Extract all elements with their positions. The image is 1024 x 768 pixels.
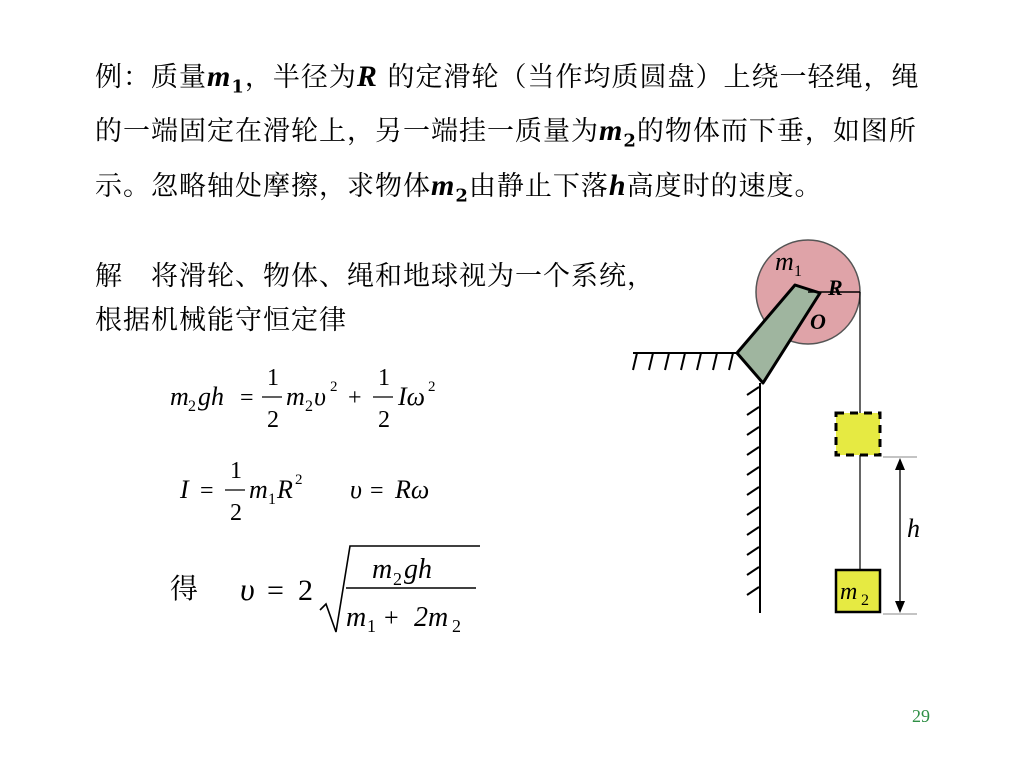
eq3-num-m: m <box>372 554 393 585</box>
equation-inertia <box>175 452 455 532</box>
eq3-den-sub2: 2 <box>452 616 461 636</box>
problem-text: ，半径为 <box>244 62 357 93</box>
height-arrow-up <box>895 458 905 470</box>
block-initial-position <box>836 413 880 455</box>
eq3-den-sub1: 1 <box>367 616 376 636</box>
solution-intro: 解 将滑轮、物体、绳和地球视为一个系统，根据机械能守恒定律 <box>95 261 655 336</box>
problem-text: 高度时的速度。 <box>626 170 823 202</box>
eq1-den1: 2 <box>267 407 279 433</box>
var-m: m <box>207 60 232 93</box>
center-label: O <box>810 309 826 334</box>
eq3-equals: = <box>267 574 284 607</box>
result-label: 得 <box>170 572 199 605</box>
equation-result <box>170 540 490 640</box>
eq2-exp: 2 <box>295 472 303 488</box>
var-h: h <box>608 168 627 202</box>
eq3-den-plus: + <box>384 603 399 632</box>
subscript: 1 <box>231 76 245 98</box>
eq2-R: R <box>277 475 293 504</box>
eq3-den-2m: 2m <box>414 602 449 633</box>
block-label: m <box>840 579 858 605</box>
eq2-den: 2 <box>230 500 242 526</box>
eq1-lhs-gh: gh <box>198 382 224 411</box>
eq1-den2: 2 <box>378 407 390 433</box>
eq2-num: 1 <box>230 458 242 484</box>
eq2-v: υ <box>350 475 362 504</box>
eq3-num-gh: gh <box>404 554 432 585</box>
eq1-term2: Iω <box>398 382 426 411</box>
block-sub: 2 <box>861 592 869 609</box>
pulley-mass-label: m <box>775 247 794 276</box>
problem-text: 的物体而下垂，如图所示。忽略轴处摩擦，求物体 <box>95 116 917 202</box>
eq3-num-sub: 2 <box>393 569 402 589</box>
eq1-lhs-m: m <box>170 382 189 411</box>
eq3-v: υ <box>240 571 255 607</box>
eq1-lhs-sub: 2 <box>188 398 196 415</box>
eq1-term1-v: υ <box>314 382 326 411</box>
eq2-rhs: Rω <box>395 475 430 504</box>
eq3-coef: 2 <box>298 574 313 607</box>
var-m: m <box>431 168 456 202</box>
eq3-den-m1: m <box>346 602 367 633</box>
subscript: 2 <box>455 185 469 207</box>
subscript: 2 <box>623 130 637 152</box>
page-number: 29 <box>912 706 930 726</box>
eq1-plus: + <box>348 385 362 411</box>
pulley-mass-sub: 1 <box>794 263 802 280</box>
eq2-I: I <box>180 475 189 504</box>
eq1-num1: 1 <box>267 365 279 391</box>
height-label: h <box>907 514 920 543</box>
problem-statement <box>95 55 925 218</box>
equation-energy <box>170 355 460 435</box>
radius-label: R <box>828 275 843 300</box>
eq2-sub: 1 <box>268 491 276 508</box>
eq2-equals: = <box>200 478 214 504</box>
eq1-term1-exp: 2 <box>330 379 338 395</box>
problem-text: 由静止下落 <box>468 170 609 202</box>
eq1-term1-sub: 2 <box>305 398 313 415</box>
problem-text: 的定滑轮（当作均质圆盘）上绕一轻绳，绳的一端固定在滑轮上，另一端挂一质量为 <box>95 62 920 148</box>
pulley-figure <box>625 235 925 625</box>
eq2-m: m <box>249 475 268 504</box>
eq2-equals-2: = <box>370 478 384 504</box>
problem-text: 例：质量 <box>95 62 207 93</box>
eq1-term1-m: m <box>286 382 305 411</box>
var-m: m <box>599 114 624 148</box>
eq1-term2-exp: 2 <box>428 379 436 395</box>
wall-hatch <box>747 383 760 613</box>
var-R: R <box>356 60 378 93</box>
height-arrow-down <box>895 601 905 613</box>
eq1-num2: 1 <box>378 365 390 391</box>
eq1-equals: = <box>240 385 254 411</box>
